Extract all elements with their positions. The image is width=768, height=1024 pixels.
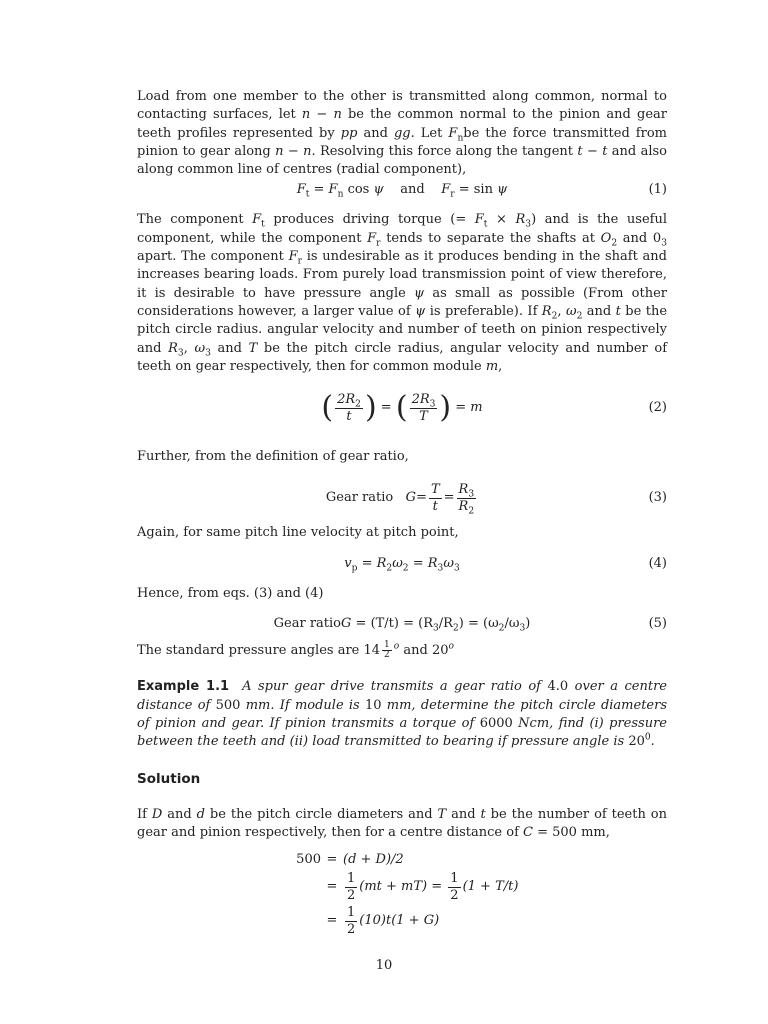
math-gg: gg — [393, 125, 411, 141]
equation-2: ( $\frac{2R_2}{t}$ ) = ( $\frac{2R_3}{T}$ ) = m (2) — [137, 386, 667, 430]
aligned-equations — [287, 850, 667, 938]
fraction: $\frac{T}{t}$ — [430, 481, 440, 514]
fraction: $\frac{R_3}{R_2}$ — [458, 481, 475, 517]
subscript: t — [305, 190, 310, 201]
paragraph-pitch-line: Again, for same pitch line velocity at pitch point, — [137, 525, 459, 541]
paragraph-hence: Hence, from eqs. (3) and (4) — [137, 585, 324, 601]
paragraph-solution: If D and d be the pitch circle diameters and T and t be the number of teeth on gear and pinion respectively, then for a centre distance of C = 500 mm, — [137, 806, 667, 841]
subscript: n — [457, 133, 464, 144]
text: = sin — [454, 182, 498, 198]
math-F: F — [441, 182, 451, 198]
page-body — [137, 88, 667, 938]
equation-number: (3) — [648, 490, 667, 506]
text: = — [309, 182, 329, 198]
example-1-1: Example 1.1 A spur gear drive transmits a gear ratio of 4.0 over a centre distance of 500 mm. If module is 10 mm, determine the pitch circle diameters of pinion and gear. If pinion transmits a torque of 6000 Ncm, find (i) pressure between the teeth and (ii) load transmitted to bearing if pressure angle is $20^0$. — [137, 679, 668, 750]
solution-heading: Solution — [137, 770, 201, 787]
paragraph-gear-ratio: Further, from the definition of gear ratio, — [137, 449, 409, 465]
math-F: F — [448, 125, 458, 141]
math-F: F — [296, 182, 306, 198]
math-pp: pp — [340, 125, 358, 141]
equation-number: (2) — [648, 400, 667, 416]
fraction: $\frac{2R_3}{T}$ — [411, 391, 436, 424]
math-psi: ψ — [497, 182, 508, 198]
paragraph-standard-angles: The standard pressure angles are 14 $\frac{1}{2}$ $^o$ and 20$^o$ — [137, 640, 455, 661]
paragraph-load-transmission — [137, 88, 667, 179]
equation-number: (1) — [648, 182, 667, 198]
page-number: 10 — [375, 958, 393, 973]
math-n-n: n − n — [301, 107, 342, 123]
example-label: Example 1.1 — [137, 679, 230, 695]
math-t-t: t − t — [577, 143, 608, 159]
text: be the common normal to the pinion and gear teeth profiles represented by — [137, 107, 667, 141]
align-row-1: 500 = (d + D)/2 — [296, 852, 404, 868]
text: and — [357, 125, 394, 141]
equation-number: (4) — [648, 555, 667, 571]
equation-4: $v_p = R_2\omega_2 = R_3\omega_3$ (4) — [137, 553, 667, 575]
math-psi: ψ — [373, 182, 384, 198]
equation-number: (5) — [648, 616, 667, 632]
text: and also along common line of centres (radial component), — [137, 143, 668, 178]
subscript: n — [337, 190, 344, 201]
fraction: $\frac{2R_2}{t}$ — [337, 391, 361, 424]
align-row-3: = $\frac{1}{2}$ (10)t(1 + G) — [326, 904, 440, 937]
text: . Let — [410, 125, 449, 141]
text: . Resolving this force along the tangent — [311, 143, 578, 159]
align-row-2: = $\frac{1}{2}$ (mt + mT) = $\frac{1}{2}$ (1 + T/t) — [326, 870, 519, 903]
paragraph-component: The component $F_t$ produces driving torque (= $F_t \times R_3$) and is the useful component, while the component $F_r$ tends to separate the shafts at $O_2$ and $0_3$ apart. The component $F_r$ is undesirable as it produces bending in the shaft and increases bearing loads. From purely load transmission point of view therefore, it is desirable to have pressure angle ψ as small as possible (From other considerations however, a larger value of ψ is preferable). If $R_2$, $\omega_2$ and t be the pitch circle radius. angular velocity and number of teeth on pinion respectively and $R_3$, $\omega_3$ and T be the pitch circle radius, angular velocity and number of teeth on gear respectively, then for common module m, — [137, 212, 668, 374]
text: and — [400, 182, 425, 198]
subscript: r — [450, 190, 455, 201]
equation-1 — [137, 179, 667, 201]
equation-3: Gear ratio G = $\frac{T}{t}$ = $\frac{R_3}{R_2}$ (3) — [137, 476, 667, 520]
text: Load from one member to the other is transmitted along common, normal to contacting surfaces, let — [137, 89, 667, 123]
equation-5: Gear ratioG = $(T/t) = (R_3/R_2) = (\omega_2/\omega_3)$ (5) — [137, 613, 667, 635]
math-F: F — [328, 182, 338, 198]
text: be the force transmitted from pinion to gear along — [137, 125, 667, 159]
text: cos — [343, 182, 374, 198]
math-n-n: n − n — [275, 143, 312, 159]
